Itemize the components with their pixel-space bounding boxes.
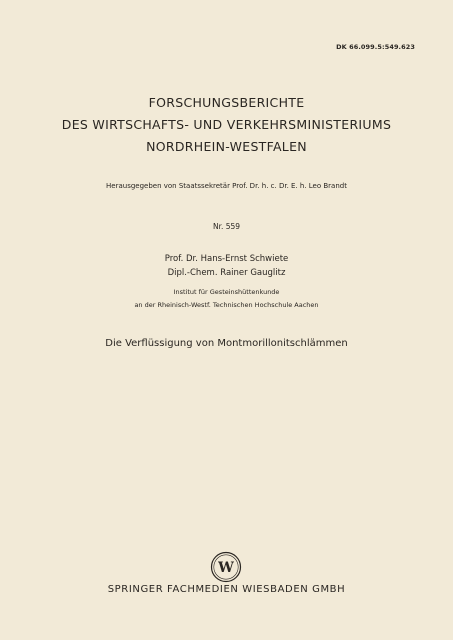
publisher-logo-letter: W: [218, 560, 234, 576]
series-title-line-3: NORDRHEIN-WESTFALEN: [146, 139, 307, 154]
report-title: Die Verflüssigung von Montmorillonitschlämmen: [105, 338, 348, 349]
editor-line: Herausgegeben von Staatssekretär Prof. Dr. h. c. Dr. E. h. Leo Brandt: [106, 182, 347, 190]
author-1: Prof. Dr. Hans-Ernst Schwiete: [164, 254, 289, 264]
institute-line-2: an der Rheinisch-Westf. Technischen Hochschule Aachen: [134, 301, 319, 309]
series-title-line-2: DES WIRTSCHAFTS- UND VERKEHRSMINISTERIUMS: [61, 117, 392, 132]
author-2: Dipl.-Chem. Rainer Gauglitz: [167, 268, 286, 278]
report-number: Nr. 559: [212, 222, 241, 231]
publisher-logo-icon: [210, 551, 242, 583]
classification-code: DK 66.099.5:549.623: [336, 43, 415, 51]
series-title-line-1: FORSCHUNGSBERICHTE: [148, 95, 305, 110]
publisher-name: SPRINGER FACHMEDIEN WIESBADEN GMBH: [107, 584, 346, 595]
institute-line-1: Institut für Gesteinshüttenkunde: [173, 288, 280, 296]
